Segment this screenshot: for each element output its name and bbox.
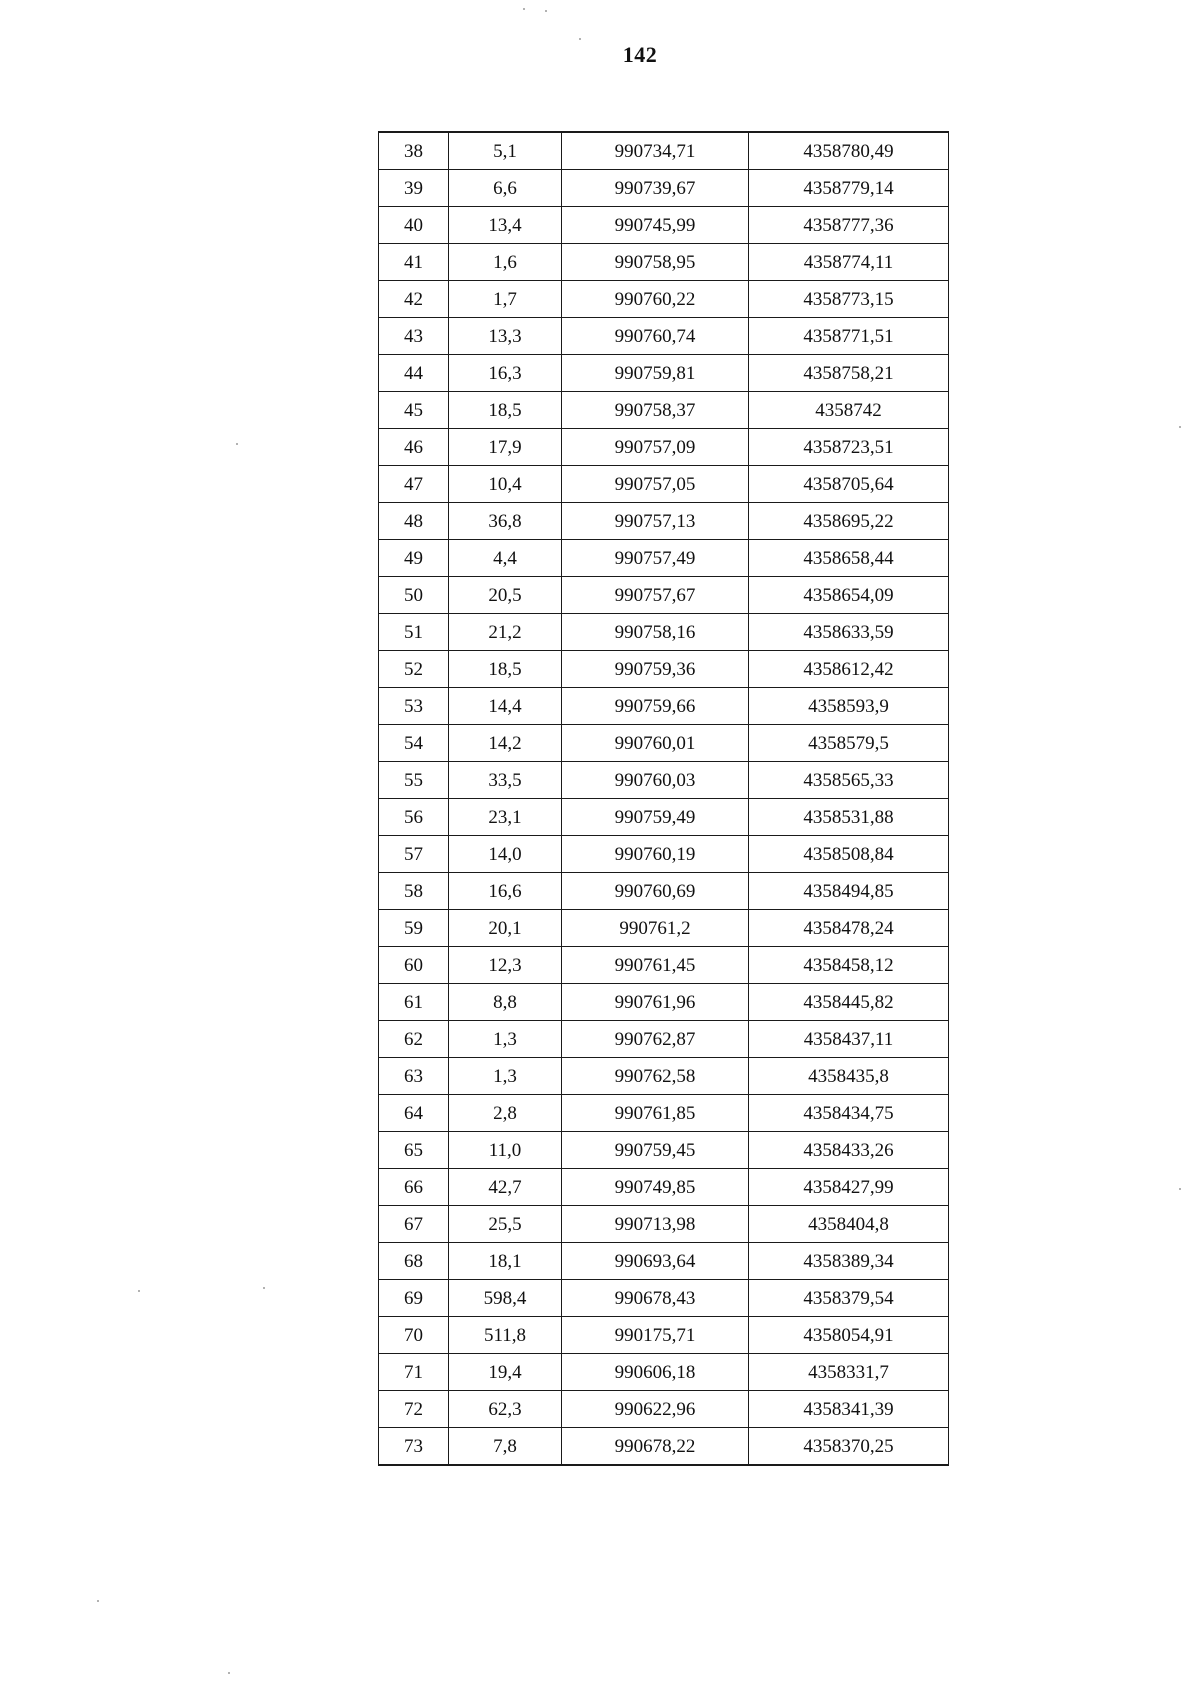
length-cell: 1,6 — [449, 244, 562, 281]
table-row — [379, 540, 949, 577]
table-row — [379, 873, 949, 910]
y-coordinate-cell: 4358695,22 — [749, 503, 949, 540]
y-coordinate-cell: 4358579,5 — [749, 725, 949, 762]
y-coordinate-cell: 4358654,09 — [749, 577, 949, 614]
x-coordinate-cell: 990749,85 — [562, 1169, 749, 1206]
x-coordinate-cell: 990734,71 — [562, 132, 749, 170]
y-coordinate-cell: 4358705,64 — [749, 466, 949, 503]
y-coordinate-cell: 4358389,34 — [749, 1243, 949, 1280]
x-coordinate-cell: 990759,36 — [562, 651, 749, 688]
length-cell: 19,4 — [449, 1354, 562, 1391]
y-coordinate-cell: 4358774,11 — [749, 244, 949, 281]
y-coordinate-cell: 4358404,8 — [749, 1206, 949, 1243]
x-coordinate-cell: 990760,22 — [562, 281, 749, 318]
y-coordinate-cell: 4358054,91 — [749, 1317, 949, 1354]
length-cell: 12,3 — [449, 947, 562, 984]
length-cell: 33,5 — [449, 762, 562, 799]
table-row — [379, 207, 949, 244]
table-row — [379, 392, 949, 429]
length-cell: 8,8 — [449, 984, 562, 1021]
scan-speck — [263, 1287, 265, 1289]
point-number-cell: 42 — [379, 281, 449, 318]
table-row — [379, 1169, 949, 1206]
length-cell: 6,6 — [449, 170, 562, 207]
scan-speck — [545, 10, 547, 12]
point-number-cell: 38 — [379, 132, 449, 170]
table-row — [379, 466, 949, 503]
x-coordinate-cell: 990757,09 — [562, 429, 749, 466]
length-cell: 62,3 — [449, 1391, 562, 1428]
x-coordinate-cell: 990758,16 — [562, 614, 749, 651]
y-coordinate-cell: 4358478,24 — [749, 910, 949, 947]
table-row — [379, 1058, 949, 1095]
x-coordinate-cell: 990758,95 — [562, 244, 749, 281]
point-number-cell: 67 — [379, 1206, 449, 1243]
y-coordinate-cell: 4358341,39 — [749, 1391, 949, 1428]
x-coordinate-cell: 990175,71 — [562, 1317, 749, 1354]
table-row — [379, 577, 949, 614]
y-coordinate-cell: 4358427,99 — [749, 1169, 949, 1206]
table-row — [379, 281, 949, 318]
length-cell: 16,6 — [449, 873, 562, 910]
x-coordinate-cell: 990760,19 — [562, 836, 749, 873]
x-coordinate-cell: 990760,03 — [562, 762, 749, 799]
table-row — [379, 836, 949, 873]
length-cell: 7,8 — [449, 1428, 562, 1466]
x-coordinate-cell: 990761,45 — [562, 947, 749, 984]
point-number-cell: 66 — [379, 1169, 449, 1206]
length-cell: 511,8 — [449, 1317, 562, 1354]
table-row — [379, 1132, 949, 1169]
x-coordinate-cell: 990762,87 — [562, 1021, 749, 1058]
y-coordinate-cell: 4358780,49 — [749, 132, 949, 170]
length-cell: 4,4 — [449, 540, 562, 577]
length-cell: 18,5 — [449, 651, 562, 688]
y-coordinate-cell: 4358777,36 — [749, 207, 949, 244]
point-number-cell: 63 — [379, 1058, 449, 1095]
length-cell: 21,2 — [449, 614, 562, 651]
scan-speck — [236, 443, 238, 445]
length-cell: 14,4 — [449, 688, 562, 725]
y-coordinate-cell: 4358633,59 — [749, 614, 949, 651]
y-coordinate-cell: 4358771,51 — [749, 318, 949, 355]
table-row — [379, 503, 949, 540]
table-row — [379, 799, 949, 836]
point-number-cell: 55 — [379, 762, 449, 799]
page-number: 142 — [622, 42, 658, 67]
length-cell: 14,2 — [449, 725, 562, 762]
table-row — [379, 1021, 949, 1058]
y-coordinate-cell: 4358437,11 — [749, 1021, 949, 1058]
table-row — [379, 614, 949, 651]
x-coordinate-cell: 990759,81 — [562, 355, 749, 392]
y-coordinate-cell: 4358593,9 — [749, 688, 949, 725]
table-row — [379, 762, 949, 799]
table-row — [379, 244, 949, 281]
x-coordinate-cell: 990760,69 — [562, 873, 749, 910]
point-number-cell: 68 — [379, 1243, 449, 1280]
scan-speck — [228, 1672, 230, 1674]
table-row — [379, 1206, 949, 1243]
point-number-cell: 54 — [379, 725, 449, 762]
point-number-cell: 39 — [379, 170, 449, 207]
y-coordinate-cell: 4358435,8 — [749, 1058, 949, 1095]
length-cell: 14,0 — [449, 836, 562, 873]
length-cell: 18,1 — [449, 1243, 562, 1280]
length-cell: 13,4 — [449, 207, 562, 244]
table-row — [379, 355, 949, 392]
table-row — [379, 910, 949, 947]
x-coordinate-cell: 990761,96 — [562, 984, 749, 1021]
table-row — [379, 1095, 949, 1132]
x-coordinate-cell: 990606,18 — [562, 1354, 749, 1391]
point-number-cell: 47 — [379, 466, 449, 503]
point-number-cell: 59 — [379, 910, 449, 947]
table-row — [379, 688, 949, 725]
length-cell: 1,3 — [449, 1021, 562, 1058]
x-coordinate-cell: 990678,43 — [562, 1280, 749, 1317]
point-number-cell: 61 — [379, 984, 449, 1021]
y-coordinate-cell: 4358773,15 — [749, 281, 949, 318]
point-number-cell: 57 — [379, 836, 449, 873]
table-row — [379, 1280, 949, 1317]
y-coordinate-cell: 4358612,42 — [749, 651, 949, 688]
point-number-cell: 71 — [379, 1354, 449, 1391]
length-cell: 598,4 — [449, 1280, 562, 1317]
length-cell: 10,4 — [449, 466, 562, 503]
point-number-cell: 41 — [379, 244, 449, 281]
point-number-cell: 70 — [379, 1317, 449, 1354]
length-cell: 2,8 — [449, 1095, 562, 1132]
scan-speck — [97, 1600, 99, 1602]
length-cell: 13,3 — [449, 318, 562, 355]
length-cell: 20,5 — [449, 577, 562, 614]
x-coordinate-cell: 990713,98 — [562, 1206, 749, 1243]
x-coordinate-cell: 990757,67 — [562, 577, 749, 614]
length-cell: 36,8 — [449, 503, 562, 540]
table-row — [379, 1317, 949, 1354]
length-cell: 42,7 — [449, 1169, 562, 1206]
table-row — [379, 429, 949, 466]
table-row — [379, 170, 949, 207]
x-coordinate-cell: 990761,2 — [562, 910, 749, 947]
length-cell: 16,3 — [449, 355, 562, 392]
length-cell: 5,1 — [449, 132, 562, 170]
x-coordinate-cell: 990745,99 — [562, 207, 749, 244]
x-coordinate-cell: 990739,67 — [562, 170, 749, 207]
y-coordinate-cell: 4358370,25 — [749, 1428, 949, 1466]
x-coordinate-cell: 990759,45 — [562, 1132, 749, 1169]
x-coordinate-cell: 990693,64 — [562, 1243, 749, 1280]
point-number-cell: 58 — [379, 873, 449, 910]
point-number-cell: 64 — [379, 1095, 449, 1132]
point-number-cell: 49 — [379, 540, 449, 577]
length-cell: 23,1 — [449, 799, 562, 836]
point-number-cell: 46 — [379, 429, 449, 466]
length-cell: 1,3 — [449, 1058, 562, 1095]
table-row — [379, 1428, 949, 1466]
length-cell: 25,5 — [449, 1206, 562, 1243]
point-number-cell: 65 — [379, 1132, 449, 1169]
point-number-cell: 69 — [379, 1280, 449, 1317]
point-number-cell: 53 — [379, 688, 449, 725]
table-row — [379, 725, 949, 762]
table-row — [379, 1243, 949, 1280]
y-coordinate-cell: 4358458,12 — [749, 947, 949, 984]
x-coordinate-cell: 990758,37 — [562, 392, 749, 429]
y-coordinate-cell: 4358379,54 — [749, 1280, 949, 1317]
y-coordinate-cell: 4358658,44 — [749, 540, 949, 577]
table-row — [379, 947, 949, 984]
point-number-cell: 40 — [379, 207, 449, 244]
y-coordinate-cell: 4358723,51 — [749, 429, 949, 466]
y-coordinate-cell: 4358331,7 — [749, 1354, 949, 1391]
table-body — [379, 132, 949, 1465]
x-coordinate-cell: 990757,49 — [562, 540, 749, 577]
length-cell: 17,9 — [449, 429, 562, 466]
point-number-cell: 62 — [379, 1021, 449, 1058]
point-number-cell: 56 — [379, 799, 449, 836]
y-coordinate-cell: 4358779,14 — [749, 170, 949, 207]
length-cell: 11,0 — [449, 1132, 562, 1169]
y-coordinate-cell: 4358434,75 — [749, 1095, 949, 1132]
table-row — [379, 651, 949, 688]
point-number-cell: 72 — [379, 1391, 449, 1428]
x-coordinate-cell: 990757,13 — [562, 503, 749, 540]
x-coordinate-cell: 990759,49 — [562, 799, 749, 836]
x-coordinate-cell: 990760,01 — [562, 725, 749, 762]
x-coordinate-cell: 990678,22 — [562, 1428, 749, 1466]
x-coordinate-cell: 990760,74 — [562, 318, 749, 355]
x-coordinate-cell: 990761,85 — [562, 1095, 749, 1132]
table-row — [379, 1391, 949, 1428]
point-number-cell: 48 — [379, 503, 449, 540]
length-cell: 1,7 — [449, 281, 562, 318]
point-number-cell: 50 — [379, 577, 449, 614]
y-coordinate-cell: 4358494,85 — [749, 873, 949, 910]
table-row — [379, 132, 949, 170]
point-number-cell: 60 — [379, 947, 449, 984]
x-coordinate-cell: 990762,58 — [562, 1058, 749, 1095]
table-row — [379, 1354, 949, 1391]
coordinates-table — [378, 131, 949, 1466]
x-coordinate-cell: 990757,05 — [562, 466, 749, 503]
y-coordinate-cell: 4358531,88 — [749, 799, 949, 836]
scan-speck — [579, 38, 581, 40]
x-coordinate-cell: 990759,66 — [562, 688, 749, 725]
scan-speck — [523, 8, 525, 10]
point-number-cell: 44 — [379, 355, 449, 392]
point-number-cell: 51 — [379, 614, 449, 651]
point-number-cell: 52 — [379, 651, 449, 688]
scan-speck — [1179, 426, 1181, 428]
table-row — [379, 984, 949, 1021]
point-number-cell: 43 — [379, 318, 449, 355]
y-coordinate-cell: 4358565,33 — [749, 762, 949, 799]
y-coordinate-cell: 4358445,82 — [749, 984, 949, 1021]
y-coordinate-cell: 4358433,26 — [749, 1132, 949, 1169]
x-coordinate-cell: 990622,96 — [562, 1391, 749, 1428]
point-number-cell: 73 — [379, 1428, 449, 1466]
y-coordinate-cell: 4358742 — [749, 392, 949, 429]
scan-speck — [1179, 1188, 1181, 1190]
point-number-cell: 45 — [379, 392, 449, 429]
length-cell: 18,5 — [449, 392, 562, 429]
y-coordinate-cell: 4358758,21 — [749, 355, 949, 392]
y-coordinate-cell: 4358508,84 — [749, 836, 949, 873]
scan-speck — [138, 1290, 140, 1292]
length-cell: 20,1 — [449, 910, 562, 947]
table-row — [379, 318, 949, 355]
